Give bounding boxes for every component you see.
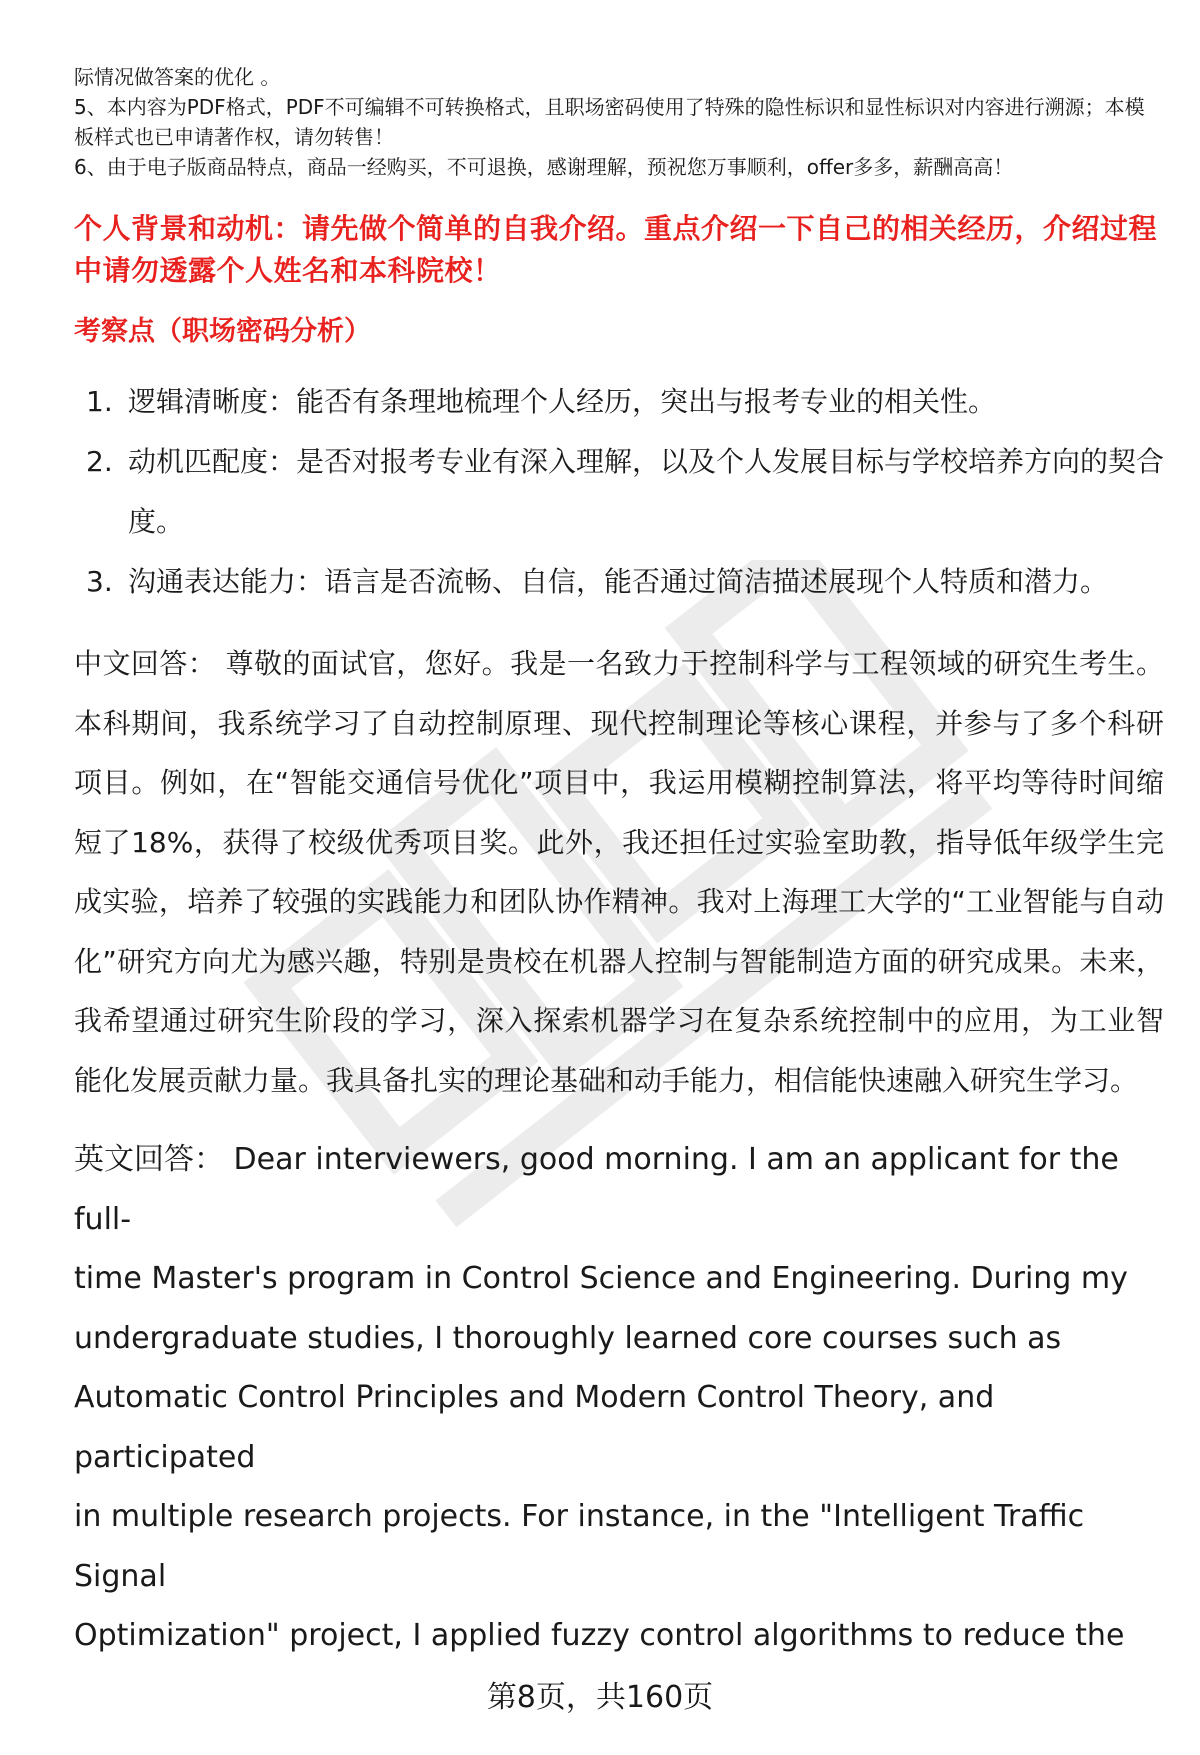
list-item [74,552,1164,612]
english-answer-line: time Master's program in Control Science and Engineering. During my [74,1261,1128,1296]
chinese-answer [74,634,1164,1110]
page-content [74,62,1164,1666]
section-title: 考察点（职场密码分析） [74,316,371,347]
note-line: 5、本内容为PDF格式，PDF不可编辑不可转换格式，且职场密码使用了特殊的隐性标识和显性标识对内容进行溯源；本模板样式也已申请著作权，请勿转售！ [74,95,1145,149]
list-item [74,432,1164,552]
english-answer-line: in multiple research projects. For instance, in the "Intelligent Traffic Signal [74,1499,1085,1594]
chinese-answer-text: 尊敬的面试官，您好。我是一名致力于控制科学与工程领域的研究生考生。本科期间，我系统学习了自动控制原理、现代控制理论等核心课程，并参与了多个科研项目。例如，在“智能交通信号优化”项目中，我运用模糊控制算法，将平均等待时间缩短了18%，获得了校级优秀项目奖。此外，我还担任过实验室助教，指导低年级学生完成实验，培养了较强的实践能力和团队协作精神。我对上海理工大学的“工业智能与自动化”研究方向尤为感兴趣，特别是贵校在机器人控制与智能制造方面的研究成果。未来，我希望通过研究生阶段的学习，深入探索机器学习在复杂系统控制中的应用，为工业智能化发展贡献力量。我具备扎实的理论基础和动手能力，相信能快速融入研究生学习。 [74,647,1164,1097]
english-answer-line: undergraduate studies, I thoroughly learned core courses such as [74,1320,1062,1356]
english-answer-line: Optimization" project, I applied fuzzy control algorithms to reduce the [74,1618,1125,1653]
evaluation-points-list [74,372,1164,612]
english-answer-line: Automatic Control Principles and Modern Control Theory, and participated [74,1380,995,1475]
english-answer-text: Dear interviewers, good morning. I am an applicant for the full- [74,1142,1119,1237]
list-item-number: 3. [86,565,113,598]
notes-block [74,62,1164,182]
list-item-text: 逻辑清晰度：能否有条理地梳理个人经历，突出与报考专业的相关性。 [128,385,997,418]
list-item-text: 动机匹配度：是否对报考专业有深入理解，以及个人发展目标与学校培养方向的契合度。 [128,445,1165,538]
english-answer [74,1130,1164,1666]
list-item [74,372,1164,432]
list-item-number: 1. [86,385,113,418]
note-line: 6、由于电子版商品特点，商品一经购买，不可退换，感谢理解，预祝您万事顺利，offer多多，薪酬高高！ [74,155,1014,179]
question-heading: 个人背景和动机：请先做个简单的自我介绍。重点介绍一下自己的相关经历，介绍过程中请勿透露个人姓名和本科院校！ [74,212,1158,287]
english-answer-label: 英文回答： [74,1142,224,1177]
list-item-number: 2. [86,445,113,478]
page-number: 第8页，共160页 [486,1680,714,1715]
english-answer-line [74,1130,1164,1249]
note-line: 际情况做答案的优化 。 [74,65,281,89]
list-item-text: 沟通表达能力：语言是否流畅、自信，能否通过简洁描述展现个人特质和潜力。 [128,565,1109,598]
chinese-answer-label: 中文回答： [74,647,217,680]
